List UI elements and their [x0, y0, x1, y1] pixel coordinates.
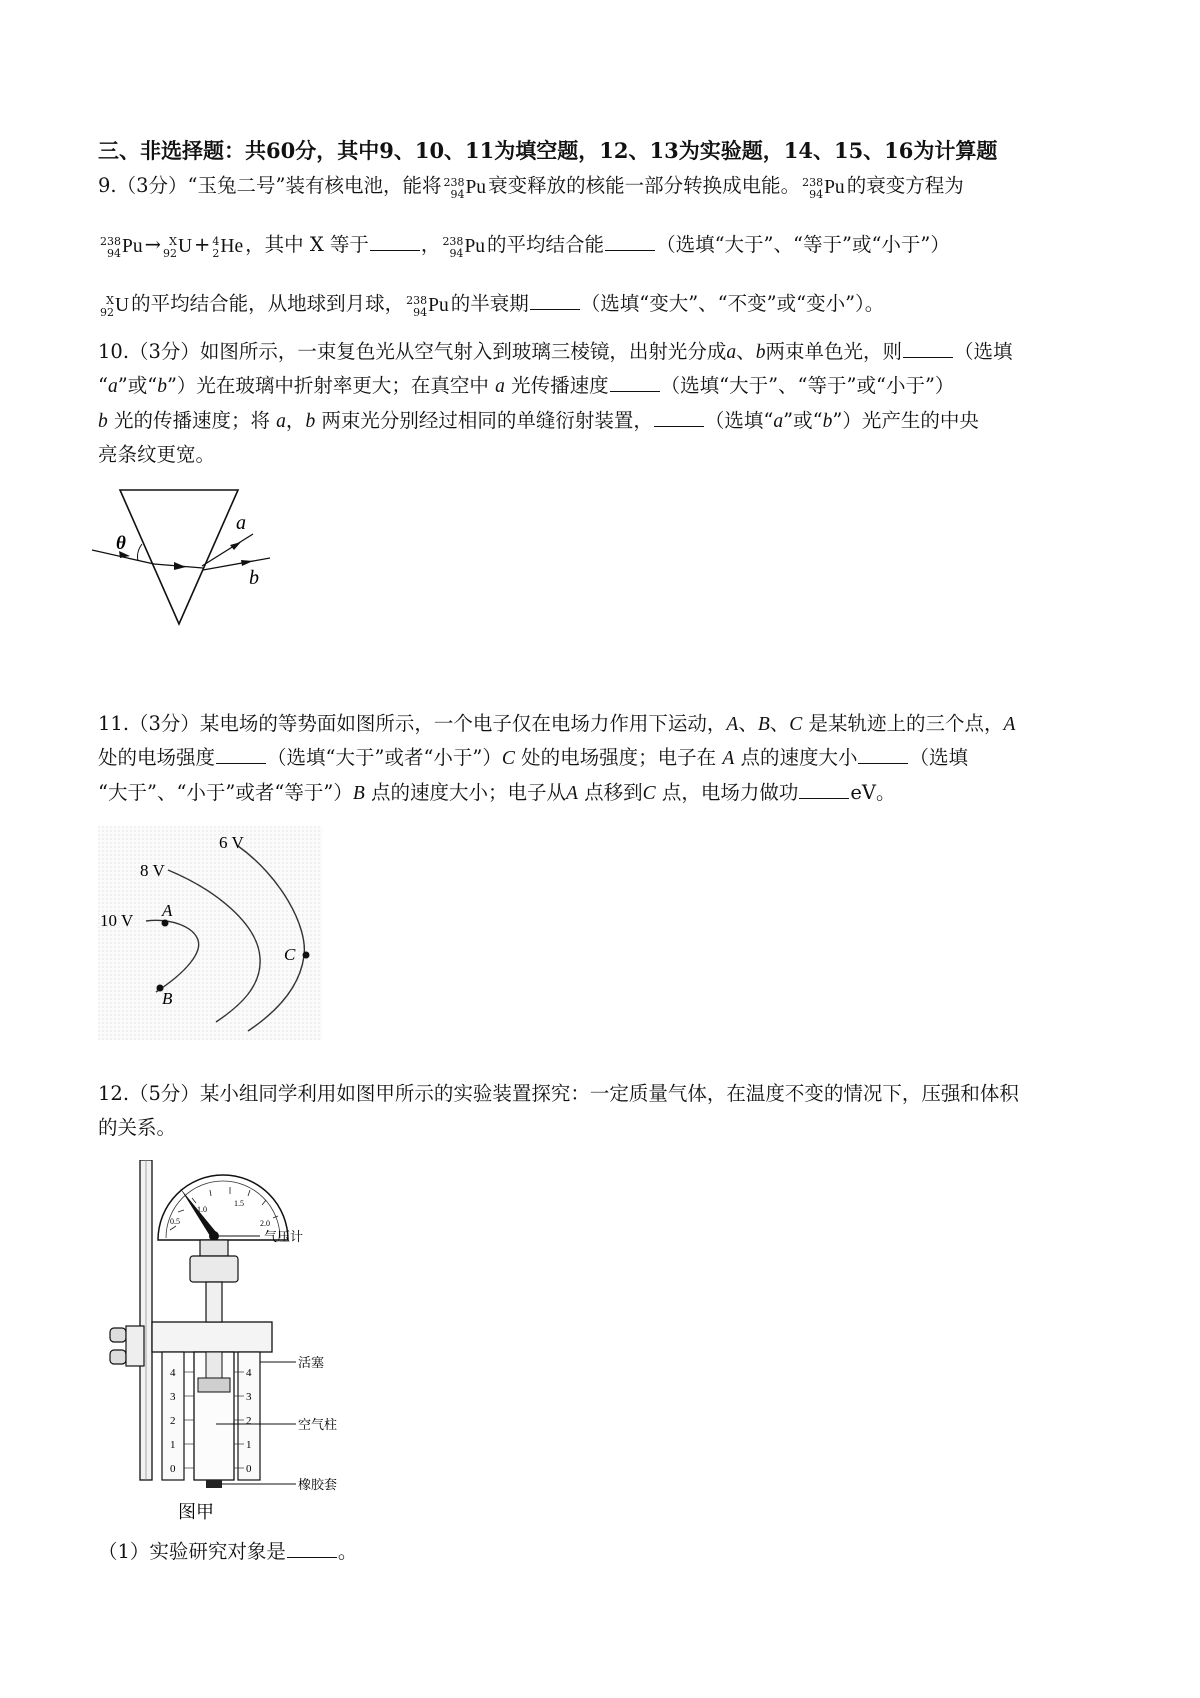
q10-line3: b 光的传播速度；将 a，b 两束光分别经过相同的单缝衍射装置， （选填“a”或“b”）光产生的中央: [98, 406, 979, 437]
nuclide-pu: 238 94 Pu: [442, 234, 486, 260]
svg-text:1: 1: [170, 1439, 176, 1451]
dial-15: 1.5: [234, 1199, 244, 1208]
answer-blank[interactable]: [903, 337, 953, 358]
label-rubber: 橡胶套: [298, 1477, 338, 1492]
svg-text:2: 2: [246, 1415, 252, 1427]
svg-text:3: 3: [246, 1391, 252, 1403]
clamp-knob-top: [110, 1328, 126, 1342]
figure-caption: 图甲: [178, 1502, 214, 1520]
q9-line2: 238 94 Pu → X 92 U + 4 2 He ，其中 X 等于 ， 238 94 Pu 的平均结合能 （选填“大于”、“等于”或“小于”）: [98, 230, 950, 260]
piston: [198, 1378, 230, 1392]
q12-sub1: （1）实验研究对象是 。: [98, 1537, 357, 1567]
svg-text:1: 1: [246, 1439, 252, 1451]
point-c: [303, 952, 310, 959]
svg-text:0: 0: [246, 1463, 252, 1475]
prism-figure: [88, 484, 288, 634]
nuclide-pu: 238 94 Pu: [443, 175, 487, 201]
label-air: 空气柱: [298, 1417, 338, 1432]
svg-text:2: 2: [170, 1415, 176, 1427]
answer-blank[interactable]: [287, 1537, 337, 1558]
nuclide-u: X 92 U: [100, 293, 130, 319]
rubber-cap: [206, 1480, 222, 1488]
q11-line1: 11.（3分）某电场的等势面如图所示，一个电子仅在电场力作用下运动，A、B、C 是某轨迹上的三个点，A: [98, 712, 1016, 735]
nuclide-he: 4 2 He: [212, 234, 244, 260]
answer-blank[interactable]: [610, 371, 660, 392]
answer-blank[interactable]: [370, 230, 420, 251]
svg-text:4: 4: [170, 1367, 176, 1379]
label-6v: 6 V: [219, 833, 244, 852]
label-a: A: [162, 901, 173, 920]
svg-text:3: 3: [170, 1391, 176, 1403]
dial-05: 0.5: [170, 1217, 180, 1226]
answer-blank[interactable]: [654, 406, 704, 427]
q9-line1: 9.（3分）“玉兔二号”装有核电池，能将 238 94 Pu 衰变释放的核能一部分转换成电能。 238 94 Pu 的衰变方程为: [98, 174, 964, 201]
apparatus-figure: [100, 1160, 360, 1520]
q12-line1: 12.（5分）某小组同学利用如图甲所示的实验装置探究：一定质量气体，在温度不变的情况下，压强和体积: [98, 1082, 1019, 1105]
nuclide-pu: 238 94 Pu: [100, 234, 143, 260]
q11-line2: 处的电场强度 （选填“大于”或者“小于”）C 处的电场强度；电子在 A 点的速度大小 （选填: [98, 743, 968, 774]
clamp-knob-bottom: [110, 1350, 126, 1364]
ray-b-arrow: [241, 560, 253, 566]
label-c: C: [284, 945, 296, 964]
nuclide-u: X 92 U: [162, 234, 193, 260]
dial-10: 1.0: [197, 1205, 207, 1214]
dial-20: 2.0: [260, 1219, 270, 1228]
label-10v: 10 V: [100, 911, 134, 930]
answer-blank[interactable]: [858, 743, 908, 764]
ray-b-label: b: [249, 567, 259, 589]
point-a: [162, 920, 169, 927]
nuclide-pu: 238 94 Pu: [802, 175, 845, 201]
answer-blank[interactable]: [799, 778, 849, 799]
label-8v: 8 V: [140, 861, 165, 880]
svg-text:0: 0: [170, 1463, 176, 1475]
q10-line2: “a”或“b”）光在玻璃中折射率更大；在真空中 a 光传播速度 （选填“大于”、“等于”或“小于”）: [98, 371, 954, 402]
q12-line2: 的关系。: [98, 1116, 177, 1139]
equipotential-figure: [98, 826, 322, 1040]
ray-a-label: a: [236, 512, 246, 534]
section-title: 三、非选择题：共60分，其中9、10、11为填空题，12、13为实验题，14、15、16为计算题: [98, 138, 998, 163]
svg-text:4: 4: [246, 1367, 252, 1379]
answer-blank[interactable]: [216, 743, 266, 764]
q10-line1: 10.（3分）如图所示，一束复色光从空气射入到玻璃三棱镜，出射光分成a、b两束单色光，则 （选填: [98, 337, 1012, 368]
label-gauge: 气压计: [264, 1229, 304, 1244]
q11-line3: “大于”、“小于”或者“等于”）B 点的速度大小；电子从A 点移到C 点，电场力做功 eV。: [98, 778, 895, 809]
q10-line4: 亮条纹更宽。: [98, 443, 216, 466]
nuclide-pu: 238 94 Pu: [406, 293, 449, 319]
label-piston: 活塞: [298, 1355, 325, 1370]
label-b: B: [162, 989, 173, 1008]
decay-arrow: →: [144, 233, 161, 256]
theta-label: θ: [116, 533, 126, 554]
angle-arc: [138, 544, 143, 561]
answer-blank[interactable]: [530, 289, 580, 310]
clamp-arm: [152, 1322, 272, 1352]
q9-line3: X 92 U 的平均结合能，从地球到月球， 238 94 Pu 的半衰期 （选填“变大”、“不变”或“变小”）。: [98, 289, 884, 319]
answer-blank[interactable]: [605, 230, 655, 251]
ray-a-arrow: [230, 542, 241, 550]
figure-background: [98, 826, 322, 1040]
